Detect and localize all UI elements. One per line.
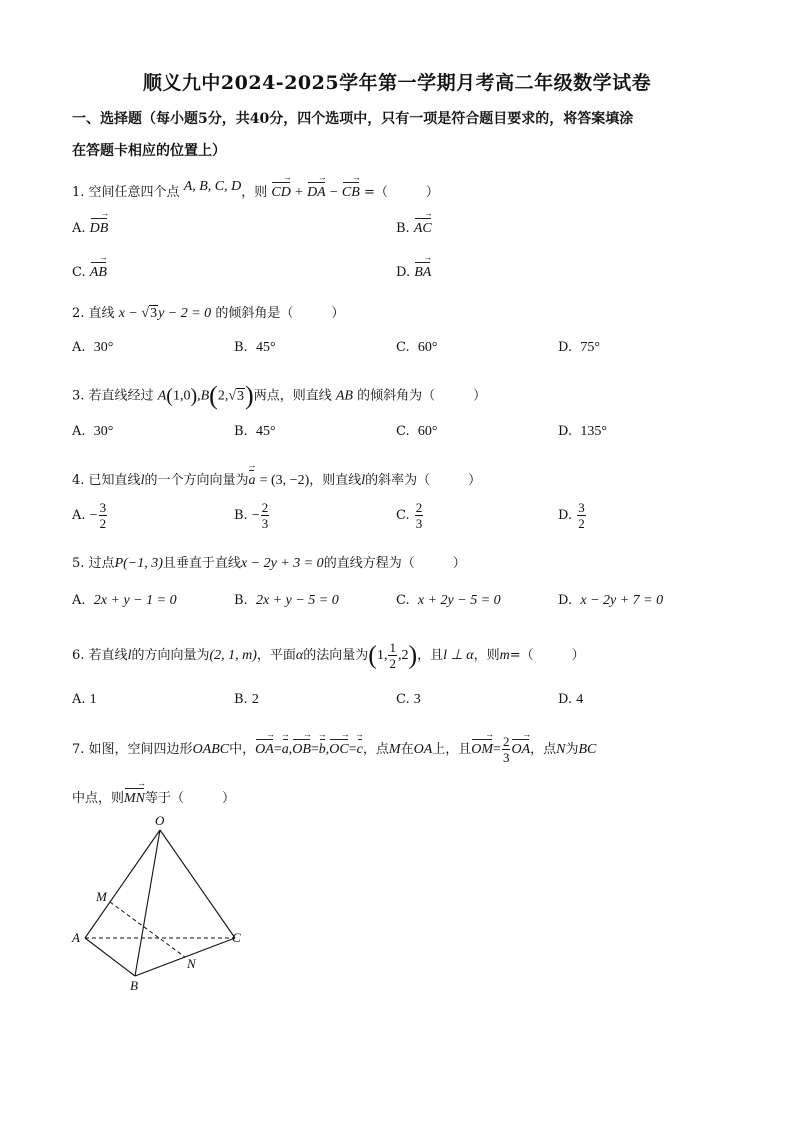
label-c: C <box>232 930 241 945</box>
line-l: l <box>361 473 366 488</box>
option-label: B. <box>234 340 248 355</box>
option-value: 30° <box>93 424 114 439</box>
q6-text: ，且 <box>417 648 444 663</box>
fraction-denominator: 2 <box>99 516 107 531</box>
vector-cd: CD → <box>271 180 290 201</box>
q3-bracket-close: ） <box>473 388 487 404</box>
option-label: A. <box>72 424 86 439</box>
q7-fraction <box>502 734 511 765</box>
q7-equals: = <box>273 742 282 757</box>
q1-text: ，则 <box>241 185 268 200</box>
option-sign: − <box>251 508 260 523</box>
option-value: 2x + y − 1 = 0 <box>93 593 177 608</box>
option-fraction <box>99 500 108 531</box>
option-label: D. <box>558 593 573 608</box>
option[interactable] <box>558 692 583 708</box>
option-value: 3 <box>413 692 421 707</box>
fraction-numerator: 3 <box>99 500 107 515</box>
question-1 <box>72 180 439 201</box>
question-7-line2 <box>72 786 235 807</box>
option[interactable] <box>396 216 432 237</box>
label-n: N <box>187 956 196 971</box>
question-6: 6. 若直线l的方向向量为(2, 1, m)，平面α的法向量为(1, $\frac{1}{2}$ ,2)，且l ⊥ α，则m=（ ） <box>72 640 585 671</box>
plane-alpha: α <box>295 648 304 663</box>
option[interactable] <box>72 500 108 531</box>
option-vector: AC → <box>414 216 432 237</box>
label-b: B <box>130 978 138 993</box>
option-label: D. <box>558 508 573 523</box>
q6-direction-vector: (2, 1, m) <box>209 648 257 663</box>
option[interactable] <box>72 692 97 708</box>
normal-vector-x: 1, <box>376 648 388 663</box>
edge-oa <box>85 830 160 938</box>
option-label: A. <box>72 221 86 236</box>
point-m: M <box>388 742 401 757</box>
vector-oc: OC → <box>329 737 348 758</box>
q7-text: 中， <box>229 742 256 757</box>
option-value: 135° <box>580 424 607 439</box>
option-value: 75° <box>580 340 600 355</box>
option[interactable] <box>234 692 259 708</box>
q1-bracket-close: ） <box>425 185 439 200</box>
question-3: 3. 若直线经过 A(1,0),B(2,√3)两点，则直线 AB 的倾斜角为（ ） <box>72 381 487 410</box>
option[interactable] <box>396 500 424 531</box>
question-4 <box>72 468 481 489</box>
q1-number: 1. <box>72 185 85 200</box>
line-l: l <box>140 473 145 488</box>
option[interactable] <box>558 340 600 356</box>
vector-a: a → <box>282 737 289 758</box>
option-label: C. <box>72 265 86 280</box>
vector-b: b → <box>319 737 326 758</box>
q7-comma: , <box>288 742 293 757</box>
vector-cb: CB → <box>342 180 360 201</box>
option-vector: BA → <box>414 260 431 281</box>
option-label: C. <box>396 508 410 523</box>
option-label: A. <box>72 593 86 608</box>
option[interactable] <box>234 340 276 356</box>
option-value: 60° <box>417 340 438 355</box>
q4-number: 4. <box>72 473 85 488</box>
point-b: B <box>200 388 210 404</box>
edge-oc <box>160 830 235 938</box>
q6-text: ，平面 <box>256 648 296 663</box>
option-label: C. <box>396 593 410 608</box>
option[interactable] <box>72 424 113 440</box>
option[interactable] <box>234 593 339 609</box>
fraction-denominator: 3 <box>502 750 510 765</box>
option-label: D. <box>558 340 573 355</box>
section-heading-line2: 在答题卡相应的位置上） <box>72 143 226 159</box>
q1-points: A, B, C, D <box>183 179 242 194</box>
q5-text: 过点 <box>88 556 115 571</box>
fraction-denominator: 2 <box>389 656 396 671</box>
point-b-x: 2, <box>217 388 229 404</box>
shape-oabc: OABC <box>192 742 230 757</box>
question-5 <box>72 552 466 572</box>
option-label: B. <box>234 424 248 439</box>
option-label: D. <box>558 692 573 707</box>
fraction-numerator: 1 <box>389 640 396 655</box>
option-fraction <box>415 500 424 531</box>
fraction-numerator: 2 <box>502 734 510 749</box>
option-value: 1 <box>89 692 97 707</box>
edge-ab <box>85 938 135 976</box>
normal-vector-z: ,2 <box>397 648 409 663</box>
label-m: M <box>96 889 107 904</box>
option-value: 2 <box>251 692 259 707</box>
q4-text: 的一个方向向量为 <box>144 473 249 488</box>
q7-text: ，点 <box>362 742 389 757</box>
option[interactable] <box>558 500 587 531</box>
q3-text: 的倾斜角为（ <box>357 388 436 404</box>
line-l: l <box>127 648 132 663</box>
q5-bracket-close: ） <box>452 556 466 571</box>
q6-text: 的法向量为 <box>303 648 369 663</box>
q4-text: 已知直线 <box>88 473 141 488</box>
segment-mn <box>110 902 185 957</box>
vector-ob: OB → <box>292 737 311 758</box>
label-o: O <box>155 813 165 828</box>
option-value: x − 2y + 7 = 0 <box>580 593 664 608</box>
point-p: P(−1, 3) <box>114 556 163 571</box>
q4-text: ，则直线 <box>309 473 362 488</box>
page-title: 顺义九中2024-2025学年第一学期月考高二年级数学试卷 <box>142 72 652 94</box>
question-2: 2. 直线 x − √3y − 2 = 0 的倾斜角是（ ） <box>72 306 345 321</box>
vector-oa: OA → <box>255 737 274 758</box>
q7-text: 中点，则 <box>72 791 125 806</box>
segment-bc: BC <box>578 742 597 757</box>
q7-text: 如图，空间四边形 <box>88 742 193 757</box>
option[interactable] <box>72 216 108 237</box>
tetrahedron-figure <box>60 810 270 1000</box>
segment-oa: OA <box>413 742 433 757</box>
option-vector: AB → <box>90 260 107 281</box>
option-label: C. <box>396 424 410 439</box>
option[interactable] <box>72 340 113 356</box>
q2-bracket-close: ） <box>331 306 345 321</box>
q5-line-equation: x − 2y + 3 = 0 <box>240 556 324 571</box>
option[interactable] <box>396 260 431 281</box>
q7-text: 在 <box>400 742 414 757</box>
question-7 <box>72 734 596 765</box>
q2-sqrt: 3 <box>150 306 158 321</box>
q1-plus: + <box>295 185 303 200</box>
q4-text: 的斜率为（ <box>365 473 431 488</box>
option-label: B. <box>234 508 248 523</box>
q5-number: 5. <box>72 556 85 571</box>
option-value: 4 <box>576 692 584 707</box>
fraction-denominator: 3 <box>261 516 269 531</box>
q6-bracket-close: ） <box>571 648 585 663</box>
point-b-sqrt: 3 <box>237 388 245 404</box>
q1-minus: − <box>329 185 338 200</box>
q5-text: 的直线方程为（ <box>323 556 415 571</box>
point-n: N <box>556 742 566 757</box>
vector-a: a → <box>248 468 255 489</box>
vector-mn: MN → <box>124 786 145 807</box>
normal-vector-fraction <box>388 640 397 671</box>
q7-comma: , <box>325 742 330 757</box>
option[interactable] <box>396 340 438 356</box>
q6-text: 若直线 <box>88 648 128 663</box>
q3-text: 两点，则直线 <box>253 388 332 404</box>
option[interactable] <box>234 500 270 531</box>
q7-text: 上，且 <box>432 742 472 757</box>
q7-bracket-close: ） <box>222 791 236 806</box>
option-label: D. <box>396 265 411 280</box>
option[interactable] <box>396 424 438 440</box>
option-value: 30° <box>93 340 114 355</box>
option-value: x + 2y − 5 = 0 <box>417 593 501 608</box>
q3-separator: , <box>197 388 201 404</box>
vector-om: OM → <box>471 737 493 758</box>
point-a: A <box>157 388 167 404</box>
q6-condition: l ⊥ α <box>443 648 474 663</box>
q3-text: 若直线经过 <box>88 388 154 404</box>
fraction-numerator: 3 <box>578 500 585 515</box>
option-label: B. <box>234 593 248 608</box>
variable-m: m <box>499 648 510 663</box>
option-sign: − <box>89 508 98 523</box>
option-value: 45° <box>255 424 276 439</box>
fraction-numerator: 2 <box>415 500 423 515</box>
option[interactable] <box>558 593 663 609</box>
q7-text: ，点 <box>530 742 557 757</box>
q1-text: 空间任意四个点 <box>88 185 180 200</box>
fraction-numerator: 2 <box>261 500 269 515</box>
q4-bracket-close: ） <box>468 473 482 488</box>
option[interactable] <box>396 593 501 609</box>
q2-equation: y − 2 = 0 <box>158 306 212 321</box>
option-label: C. <box>396 340 410 355</box>
q7-text: 等于（ <box>145 791 185 806</box>
q5-text: 且垂直于直线 <box>162 556 241 571</box>
fraction-denominator: 3 <box>415 516 423 531</box>
q2-number: 2. <box>72 306 85 321</box>
q7-text: 为 <box>565 742 579 757</box>
option-label: D. <box>558 424 573 439</box>
fraction-denominator: 2 <box>578 516 585 531</box>
vector-c: c → <box>357 737 363 758</box>
line-ab: AB <box>335 388 353 404</box>
option[interactable] <box>234 424 276 440</box>
q7-equals: = <box>348 742 357 757</box>
q6-number: 6. <box>72 648 85 663</box>
option-vector: DB → <box>90 216 109 237</box>
option[interactable] <box>72 593 177 609</box>
option[interactable] <box>72 260 107 281</box>
q3-number: 3. <box>72 388 85 404</box>
option-label: C. <box>396 692 410 707</box>
option-value: 60° <box>417 424 438 439</box>
q6-text: 的方向向量为 <box>131 648 210 663</box>
q1-bracket-open: =（ <box>363 185 388 200</box>
q7-equals: = <box>493 742 501 757</box>
option-value: 45° <box>255 340 276 355</box>
q7-number: 7. <box>72 742 85 757</box>
section-heading-line1: 一、选择题（每小题5分，共40分，四个选项中，只有一项是符合题目要求的，将答案填涂 <box>72 111 634 127</box>
q2-text: 直线 <box>88 306 115 321</box>
option[interactable] <box>396 692 421 708</box>
option-label: B. <box>396 221 410 236</box>
vector-oa: OA → <box>511 737 530 758</box>
option-label: A. <box>72 692 86 707</box>
option-value: 2x + y − 5 = 0 <box>255 593 339 608</box>
vector-da: DA → <box>307 180 326 201</box>
option-fraction <box>577 500 586 531</box>
option-label: A. <box>72 340 86 355</box>
q7-equals: = <box>310 742 319 757</box>
q2-text: 的倾斜角是（ <box>215 306 294 321</box>
option-label: A. <box>72 508 86 523</box>
q6-bracket-open: =（ <box>509 648 534 663</box>
option-fraction <box>261 500 270 531</box>
q2-equation: x − <box>118 306 142 321</box>
point-a-coord: 1,0 <box>172 388 191 404</box>
option-label: B. <box>234 692 248 707</box>
edge-ob <box>135 830 160 976</box>
q4-vector-value: = (3, −2) <box>259 473 310 488</box>
option[interactable] <box>558 424 607 440</box>
q6-text: ，则 <box>473 648 500 663</box>
label-a: A <box>72 930 80 945</box>
